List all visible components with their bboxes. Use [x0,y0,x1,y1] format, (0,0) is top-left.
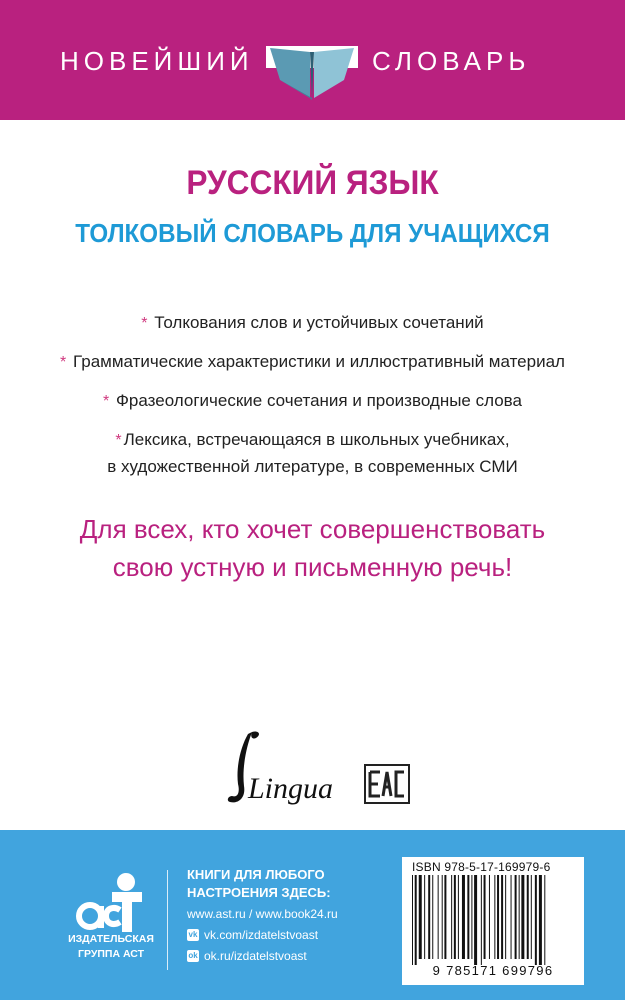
barcode-bar [428,875,430,959]
star-bullet-icon: * [115,432,122,449]
barcode-icon [408,875,580,965]
barcode-bar [544,875,545,965]
feature-text: Грамматические характеристики и иллюстративный материал [72,352,565,371]
barcode-bar [527,875,529,959]
barcode-bar [515,875,517,959]
feature-item [0,349,625,376]
publisher-caption-line: ГРУППА АСТ [78,948,144,960]
barcode-bar [432,875,433,959]
website-links[interactable]: www.ast.ru / www.book24.ru [187,907,338,921]
ok-icon: ok [188,951,198,960]
barcode-bar [467,875,469,959]
ok-link[interactable] [187,947,338,965]
barcode-bar [489,875,490,959]
barcode-bar [454,875,456,959]
isbn-label: ISBN 978-5-17-169979-6 [412,860,551,874]
star-bullet-icon: * [103,393,110,410]
barcode-bar [539,875,542,965]
barcode-bar [415,875,417,965]
footer-divider [167,870,168,970]
barcode-bar [505,875,506,959]
star-bullet-icon: * [60,354,67,371]
isbn-barcode-box [402,857,584,985]
feature-text: Лексика, встречающаяся в школьных учебниках, [123,430,510,449]
feature-item [0,310,625,337]
star-bullet-icon: * [141,315,148,332]
tagline-line: свою устную и письменную речь! [112,552,513,582]
tagline [0,510,625,586]
promo-block [187,866,338,965]
feature-text-line [0,427,625,454]
publisher-caption [50,932,172,962]
barcode-bar [451,875,452,959]
barcode-bar [471,875,472,959]
feature-text: Фразеологические сочетания и производные слова [116,391,522,410]
barcode-bar [531,875,532,959]
barcode-bar [494,875,495,959]
barcode-bar [444,875,446,959]
barcode-bar [535,875,537,965]
barcode-bar [458,875,459,959]
vk-link-text: vk.com/izdatelstvoast [204,928,319,942]
publisher-caption-line: ИЗДАТЕЛЬСКАЯ [68,933,154,945]
barcode-bar [438,875,439,959]
tagline-line: Для всех, кто хочет совершенствовать [79,514,546,544]
barcode-bar [521,875,524,959]
eac-mark-icon [364,764,410,804]
feature-text: Толкования слов и устойчивых сочетаний [154,313,484,332]
series-title-left: НОВЕЙШИЙ [60,46,254,76]
series-header [0,0,625,120]
barcode-digits: 9 785171 699796 [432,963,554,978]
vk-icon: vk [188,930,198,939]
feature-item [0,427,625,480]
lingua-logo-text: Lingua [248,772,334,805]
series-title-right: СЛОВАРЬ [372,46,531,76]
vk-link[interactable] [187,926,338,944]
barcode-bar [462,875,465,959]
book-title: РУССКИЙ ЯЗЫК [186,164,439,202]
barcode-bar [519,875,520,959]
open-book-icon [266,40,358,100]
barcode-bar [501,875,503,959]
barcode-bar [481,875,482,965]
barcode-bar [424,875,425,959]
book-subtitle: ТОЛКОВЫЙ СЛОВАРЬ ДЛЯ УЧАЩИХСЯ [75,218,550,248]
barcode-bar [497,875,499,959]
barcode-bar [484,875,486,959]
promo-heading: НАСТРОЕНИЯ ЗДЕСЬ: [187,885,331,900]
feature-text-line: в художественной литературе, в современных СМИ [107,457,518,476]
promo-heading: КНИГИ ДЛЯ ЛЮБОГО [187,867,325,882]
ok-link-text: ok.ru/izdatelstvoast [204,949,307,963]
barcode-bar [511,875,512,959]
barcode-bar [474,875,477,965]
feature-list [0,310,625,492]
feature-item [0,388,625,415]
barcode-bar [442,875,443,959]
ast-logo-icon [76,870,150,934]
barcode-bar [419,875,422,959]
barcode-bar [412,875,413,965]
